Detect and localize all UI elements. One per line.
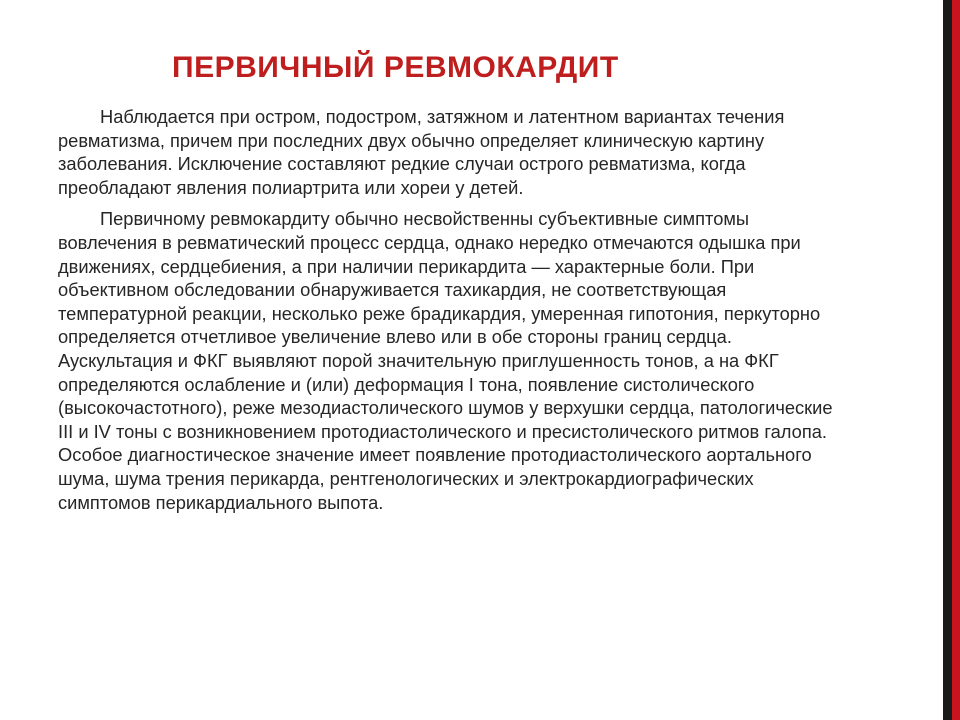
slide-title: ПЕРВИЧНЫЙ РЕВМОКАРДИТ xyxy=(172,51,619,84)
paragraph-1: Наблюдается при остром, подостром, затяжном и латентном вариантах течения ревматизма, причем при последних двух обычно определяет клиническую картину заболевания. Исключение составляют редкие случаи острого ревматизма, когда преобладают явления полиартрита или хореи у детей. xyxy=(58,106,785,198)
paragraph-2: Первичному ревмокардиту обычно несвойственны субъективные симптомы вовлечения в ревматический процесс сердца, однако нередко отмечаются одышка при движениях, сердцебиения, а при наличии перикардита — характерные боли. При объективном обследовании обнаруживается тахикардия, не соответствующая температурной реакции, несколько реже брадикардия, умеренная гипотония, перкуторно определяется отчетливое увеличение влево или в обе стороны границ сердца. Аускультация и ФКГ выявляют порой значительную приглушенность тонов, а на ФКГ определяются ослабление и (или) деформация I тона, появление систолического (высокочастотного), реже мезодиастолического шумов у верхушки сердца, патологические III и IV тоны с возникновением протодиастолического и пресистолического ритмов галопа. Особое диагностическое значение имеет появление протодиастолического аортального шума, шума трения перикарда, рентгенологических и электрокардиографических симптомов перикардиального выпота. xyxy=(58,208,833,513)
accent-bar-dark xyxy=(943,0,952,720)
slide-body xyxy=(58,105,848,514)
